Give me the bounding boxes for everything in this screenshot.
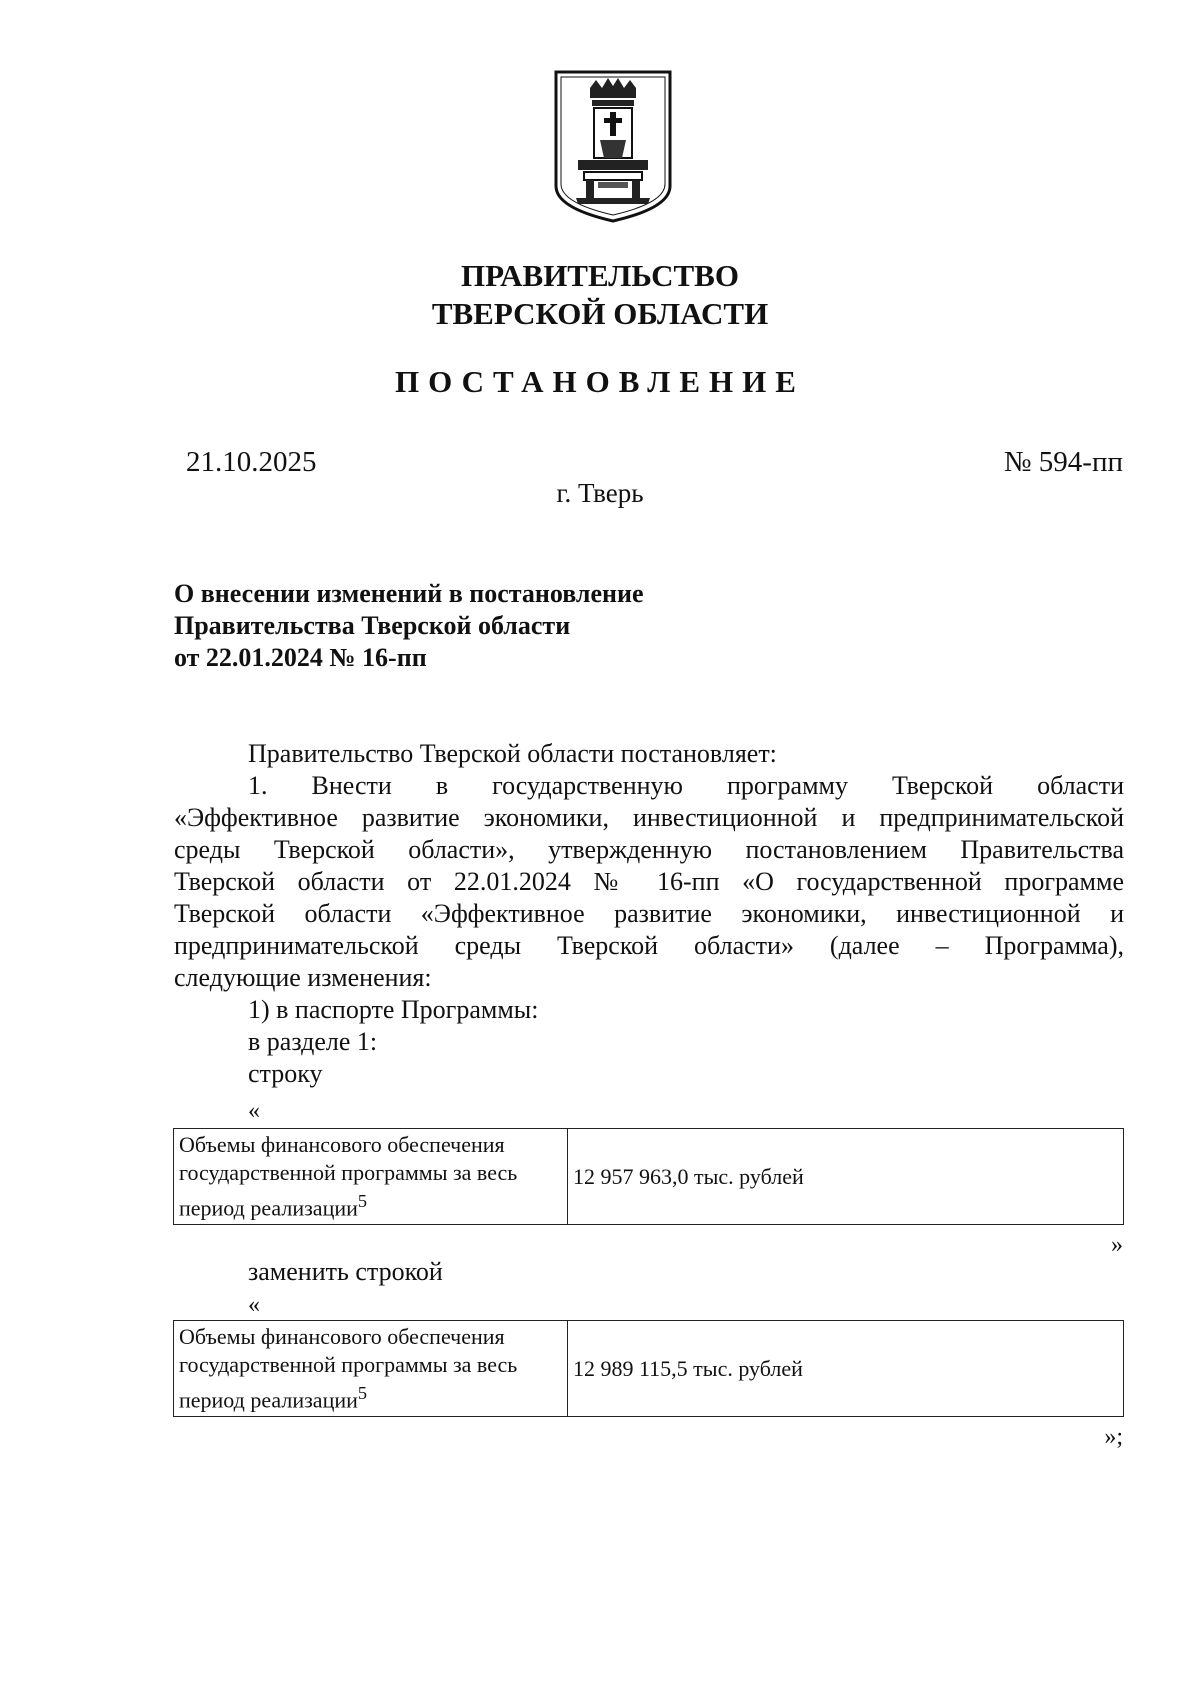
table-row bbox=[174, 1321, 1124, 1417]
footnote-mark: 5 bbox=[357, 1191, 368, 1211]
coat-of-arms-icon bbox=[552, 68, 674, 224]
table-new-value: 12 989 115,5 тыс. рублей bbox=[568, 1321, 1124, 1417]
item-1: 1) в паспорте Программы: bbox=[248, 995, 539, 1024]
government-title-line1: ПРАВИТЕЛЬСТВО bbox=[461, 258, 739, 293]
section-reference: в разделе 1: bbox=[248, 1027, 378, 1056]
paragraph-1-line: Тверской области «Эффективное развитие экономики, инвестиционной и bbox=[174, 899, 1124, 928]
intro-paragraph: Правительство Тверской области постановляет: bbox=[248, 739, 777, 768]
document-date: 21.10.2025 bbox=[186, 446, 317, 478]
row-word: строку bbox=[248, 1059, 323, 1088]
replace-with-text: заменить строкой bbox=[248, 1257, 443, 1286]
table-old-label bbox=[174, 1129, 568, 1225]
subject-line: от 22.01.2024 № 16-пп bbox=[174, 643, 427, 672]
table-new-label bbox=[174, 1321, 568, 1417]
open-quote: « bbox=[248, 1292, 260, 1318]
coat-of-arms-emblem bbox=[552, 68, 674, 224]
paragraph-1-line: следующие изменения: bbox=[174, 963, 432, 992]
table-row bbox=[174, 1129, 1124, 1225]
subject-line: Правительства Тверской области bbox=[174, 611, 571, 640]
paragraph-1-line: 1. Внести в государственную программу Тверской области bbox=[248, 771, 1124, 800]
document-type: ПОСТАНОВЛЕНИЕ bbox=[395, 364, 805, 399]
document-subject bbox=[174, 578, 644, 674]
label-text: Объемы финансового обеспечения государственной программы за весь период реализации bbox=[179, 1132, 518, 1221]
paragraph-1-line: предпринимательской среды Тверской области» (далее – Программа), bbox=[174, 931, 1124, 960]
document-city: г. Тверь bbox=[556, 478, 644, 508]
footnote-mark: 5 bbox=[357, 1383, 368, 1403]
subject-line: О внесении изменений в постановление bbox=[174, 579, 644, 608]
close-quote: » bbox=[1111, 1232, 1123, 1258]
government-title-line2: ТВЕРСКОЙ ОБЛАСТИ bbox=[431, 296, 769, 331]
label-text: Объемы финансового обеспечения государственной программы за весь период реализации bbox=[179, 1324, 518, 1413]
open-quote: « bbox=[248, 1098, 260, 1124]
close-quote-final: »; bbox=[1104, 1424, 1123, 1450]
paragraph-1-line: Тверской области от 22.01.2024 № 16-пп «О государственной программе bbox=[174, 867, 1124, 896]
paragraph-1-line: «Эффективное развитие экономики, инвестиционной и предпринимательской bbox=[174, 803, 1124, 832]
document-number: № 594-пп bbox=[1003, 446, 1123, 478]
table-new-row bbox=[173, 1320, 1124, 1417]
table-old-row bbox=[173, 1128, 1124, 1225]
paragraph-1-line: среды Тверской области», утвержденную постановлением Правительства bbox=[174, 835, 1124, 864]
table-old-value: 12 957 963,0 тыс. рублей bbox=[568, 1129, 1124, 1225]
